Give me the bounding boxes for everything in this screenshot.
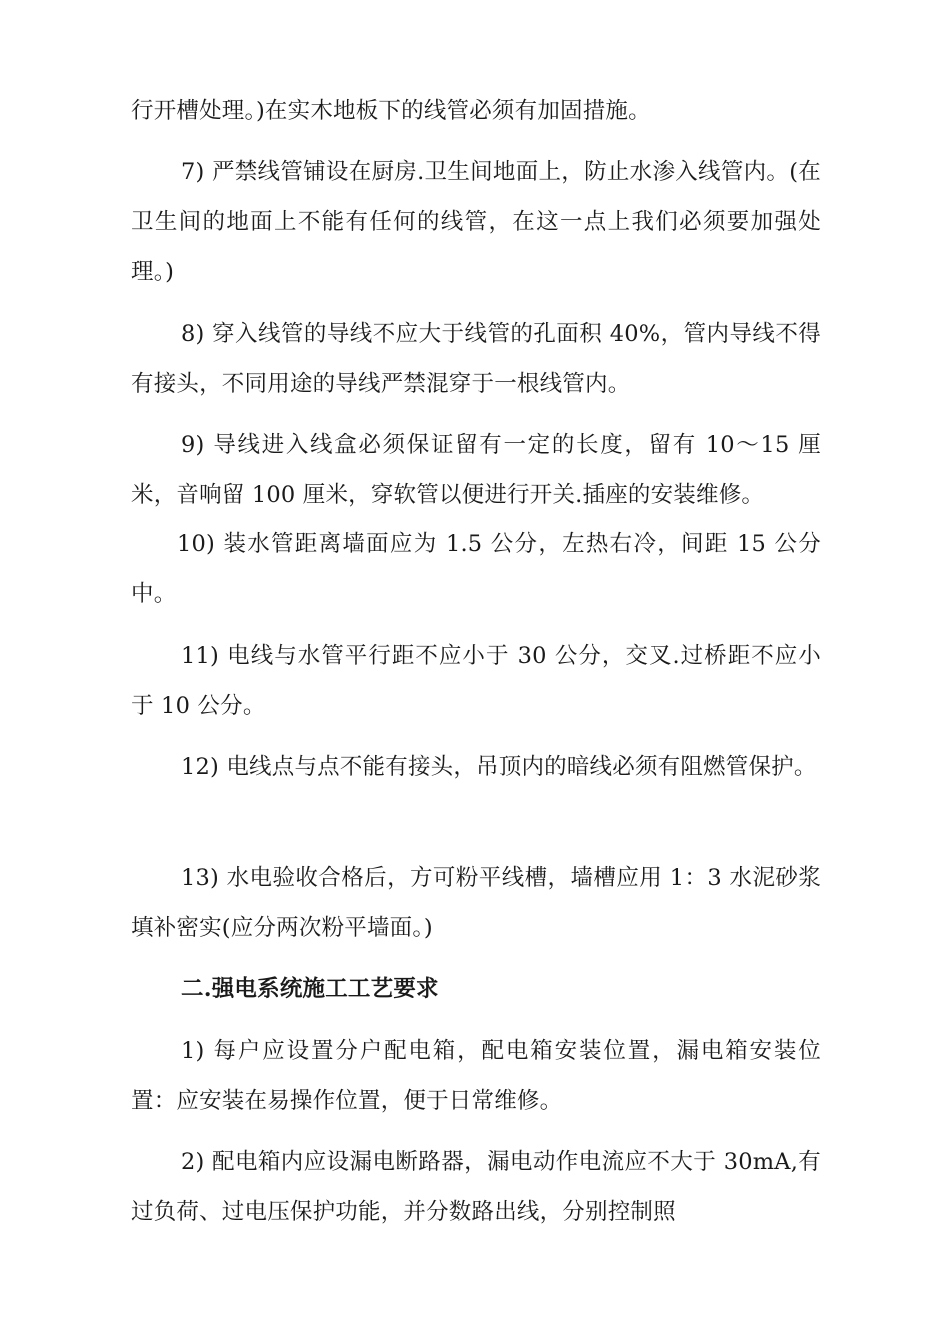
paragraph: 行开槽处理。)在实木地板下的线管必须有加固措施。	[131, 98, 651, 124]
section-title: 二.强电系统施工工艺要求	[181, 976, 439, 1002]
paragraph: 10) 装水管距离墙面应为 1.5 公分，左热右冷，间距 15 公分中。	[131, 531, 821, 607]
paragraph-item-10	[131, 519, 821, 619]
paragraph-section2-item-1	[131, 1026, 821, 1126]
paragraph-item-8	[131, 309, 821, 409]
paragraph: 13) 水电验收合格后，方可粉平线槽，墙槽应用 1：3 水泥砂浆填补密实(应分两次粉平墙面。)	[131, 865, 821, 941]
paragraph-section2-item-2	[131, 1137, 821, 1237]
paragraph: 2) 配电箱内应设漏电断路器，漏电动作电流应不大于 30mA,有过负荷、过电压保护功能，并分数路出线，分别控制照	[131, 1149, 821, 1225]
paragraph-item-9	[131, 420, 821, 520]
section-heading	[131, 964, 821, 1014]
paragraph: 8) 穿入线管的导线不应大于线管的孔面积 40%，管内导线不得有接头，不同用途的导线严禁混穿于一根线管内。	[131, 321, 821, 397]
paragraph: 11) 电线与水管平行距不应小于 30 公分，交叉.过桥距不应小于 10 公分。	[131, 643, 821, 719]
paragraph-item-7	[131, 147, 821, 297]
paragraph-continuation	[131, 86, 821, 136]
paragraph-item-11	[131, 631, 821, 731]
paragraph: 12) 电线点与点不能有接头，吊顶内的暗线必须有阻燃管保护。	[181, 754, 817, 780]
paragraph: 9) 导线进入线盒必须保证留有一定的长度，留有 10～15 厘米，音响留 100 厘米，穿软管以便进行开关.插座的安装维修。	[131, 432, 821, 508]
paragraph-item-12	[131, 742, 821, 792]
paragraph-item-13	[131, 853, 821, 953]
paragraph: 7) 严禁线管铺设在厨房.卫生间地面上，防止水渗入线管内。(在卫生间的地面上不能有任何的线管，在这一点上我们必须要加强处理。)	[131, 159, 821, 285]
paragraph: 1) 每户应设置分户配电箱，配电箱安装位置，漏电箱安装位置：应安装在易操作位置，便于日常维修。	[131, 1038, 821, 1114]
